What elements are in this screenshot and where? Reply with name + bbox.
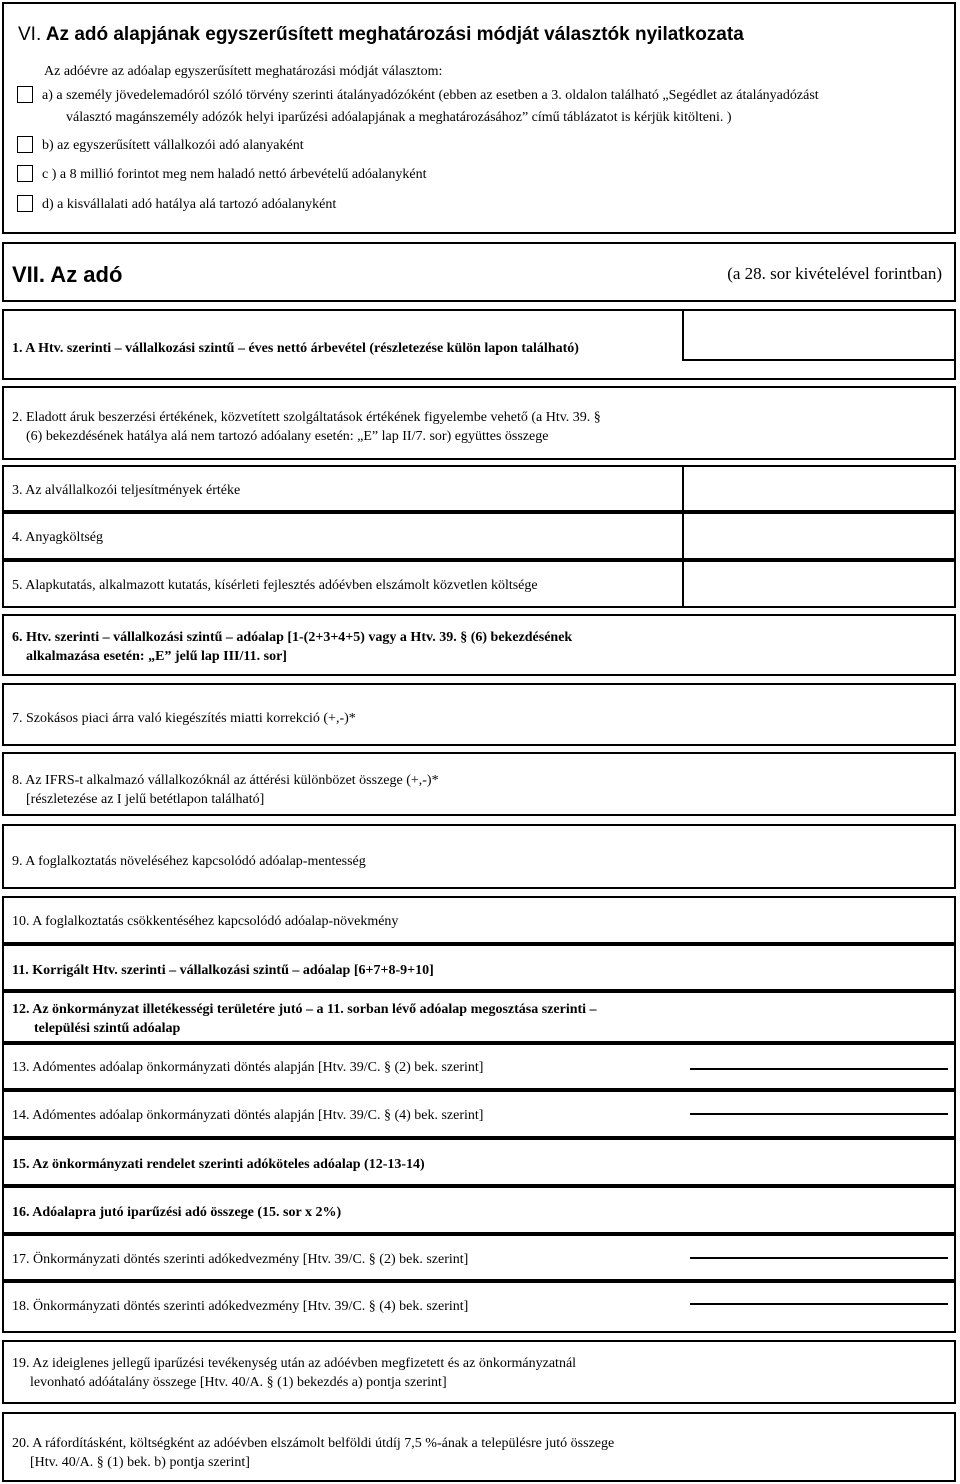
row-1-amount-field[interactable] bbox=[682, 309, 954, 361]
row-7-label: 7. Szokásos piaci árra való kiegészítés miatti korrekció (+,-)* bbox=[12, 711, 356, 726]
option-d-label: d) a kisvállalati adó hatálya alá tartozó adóalanyként bbox=[42, 197, 337, 212]
row-3-label: 3. Az alvállalkozói teljesítmények értéke bbox=[12, 483, 241, 498]
section-6-title: VI. Az adó alapjának egyszerűsített meghatározási módját választók nyilatkozata bbox=[18, 24, 744, 45]
row-16-label: 16. Adóalapra jutó iparűzési adó összege (15. sor x 2%) bbox=[12, 1205, 342, 1220]
row-10-label: 10. A foglalkoztatás csökkentéséhez kapcsolódó adóalap-növekmény bbox=[12, 914, 399, 929]
row-12-label: 12. Az önkormányzat illetékességi területére jutó – a 11. sorban lévő adóalap megosztása szerinti – települési szintű adóalap bbox=[12, 1002, 597, 1036]
row-5 bbox=[2, 560, 956, 608]
row-7 bbox=[2, 683, 956, 746]
row-14-label: 14. Adómentes adóalap önkormányzati döntés alapján [Htv. 39/C. § (4) bek. szerint] bbox=[12, 1108, 484, 1123]
row-17 bbox=[2, 1234, 956, 1281]
row-19 bbox=[2, 1340, 956, 1404]
row-1 bbox=[2, 309, 956, 380]
row-8 bbox=[2, 752, 956, 816]
row-5-amount-field[interactable] bbox=[682, 562, 954, 606]
row-5-label: 5. Alapkutatás, alkalmazott kutatás, kísérleti fejlesztés adóévben elszámolt közvetlen költsége bbox=[12, 578, 538, 593]
row-17-dash-line bbox=[690, 1257, 948, 1259]
row-4-amount-field[interactable] bbox=[682, 514, 954, 558]
option-b-label: b) az egyszerűsített vállalkozói adó alanyaként bbox=[42, 138, 304, 153]
row-2 bbox=[2, 386, 956, 460]
row-11-label: 11. Korrigált Htv. szerinti – vállalkozási szintű – adóalap [6+7+8-9+10] bbox=[12, 963, 434, 978]
row-1-label: 1. A Htv. szerinti – vállalkozási szintű – éves nettó árbevétel (részletezése külön lapon található) bbox=[12, 341, 579, 356]
option-c-label: c ) a 8 millió forintot meg nem haladó nettó árbevételű adóalanyként bbox=[42, 167, 427, 182]
section-7-header bbox=[2, 242, 956, 302]
option-a-checkbox[interactable] bbox=[17, 86, 33, 103]
section-7-title: VII. Az adó bbox=[12, 262, 123, 287]
row-6-label: 6. Htv. szerinti – vállalkozási szintű – adóalap [1-(2+3+4+5) vagy a Htv. 39. § (6) bekezdésének alkalmazása esetén: „E” jelű lap III/11. sor] bbox=[12, 630, 573, 664]
option-a-label: a) a személy jövedelemadóról szóló törvény szerinti átalányadózóként (ebben az esetben a 3. oldalon található „Segédlet az átalányadózást választó magánszemély adózók helyi iparűzési adóalapjának a meghatározásához” című táblázatot is kérjük kitölteni. ) bbox=[42, 88, 819, 125]
row-13 bbox=[2, 1043, 956, 1090]
row-15 bbox=[2, 1138, 956, 1186]
row-8-label: 8. Az IFRS-t alkalmazó vállalkozóknál az áttérési különbözet összege (+,-)* [részletezése az I jelű betétlapon található] bbox=[12, 773, 439, 807]
row-19-label: 19. Az ideiglenes jellegű iparűzési tevékenység után az adóévben megfizetett és az önkormányzatnál levonható adóátalány összege [Htv. 40/A. § (1) bekezdés a) pontja szerint] bbox=[12, 1356, 577, 1390]
row-13-dash-line bbox=[690, 1068, 948, 1070]
section-6-intro: Az adóévre az adóalap egyszerűsített meghatározási módját választom: bbox=[44, 64, 443, 79]
row-18-label: 18. Önkormányzati döntés szerinti adókedvezmény [Htv. 39/C. § (4) bek. szerint] bbox=[12, 1299, 469, 1314]
row-20-label: 20. A ráfordításként, költségként az adóévben elszámolt belföldi útdíj 7,5 %-ának a településre jutó összege [Htv. 40/A. § (1) bek. b) pontja szerint] bbox=[12, 1436, 615, 1470]
option-d-checkbox[interactable] bbox=[17, 195, 33, 212]
row-9-label: 9. A foglalkoztatás növeléséhez kapcsolódó adóalap-mentesség bbox=[12, 854, 366, 869]
row-20 bbox=[2, 1412, 956, 1482]
option-c-checkbox[interactable] bbox=[17, 165, 33, 182]
row-11 bbox=[2, 944, 956, 991]
row-17-label: 17. Önkormányzati döntés szerinti adókedvezmény [Htv. 39/C. § (2) bek. szerint] bbox=[12, 1252, 469, 1267]
option-b-checkbox[interactable] bbox=[17, 136, 33, 153]
row-12 bbox=[2, 991, 956, 1043]
row-2-label: 2. Eladott áruk beszerzési értékének, közvetített szolgáltatások értékének figyelembe vehető (a Htv. 39. § (6) bekezdésének hatálya alá nem tartozó adóalany esetén: „E” lap II/7. sor) együttes összege bbox=[12, 410, 601, 444]
row-10 bbox=[2, 896, 956, 944]
row-15-label: 15. Az önkormányzati rendelet szerinti adóköteles adóalap (12-13-14) bbox=[12, 1157, 425, 1172]
row-6 bbox=[2, 614, 956, 676]
row-16 bbox=[2, 1186, 956, 1234]
row-4 bbox=[2, 512, 956, 560]
row-3-amount-field[interactable] bbox=[682, 467, 954, 510]
row-4-label: 4. Anyagköltség bbox=[12, 530, 103, 545]
row-3 bbox=[2, 465, 956, 512]
row-14-dash-line bbox=[690, 1113, 948, 1115]
row-14 bbox=[2, 1090, 956, 1138]
row-9 bbox=[2, 824, 956, 889]
row-18-dash-line bbox=[690, 1303, 948, 1305]
row-13-label: 13. Adómentes adóalap önkormányzati döntés alapján [Htv. 39/C. § (2) bek. szerint] bbox=[12, 1060, 484, 1075]
row-18 bbox=[2, 1281, 956, 1333]
section-7-subtitle: (a 28. sor kivételével forintban) bbox=[727, 264, 942, 283]
section-6-box bbox=[2, 2, 956, 234]
